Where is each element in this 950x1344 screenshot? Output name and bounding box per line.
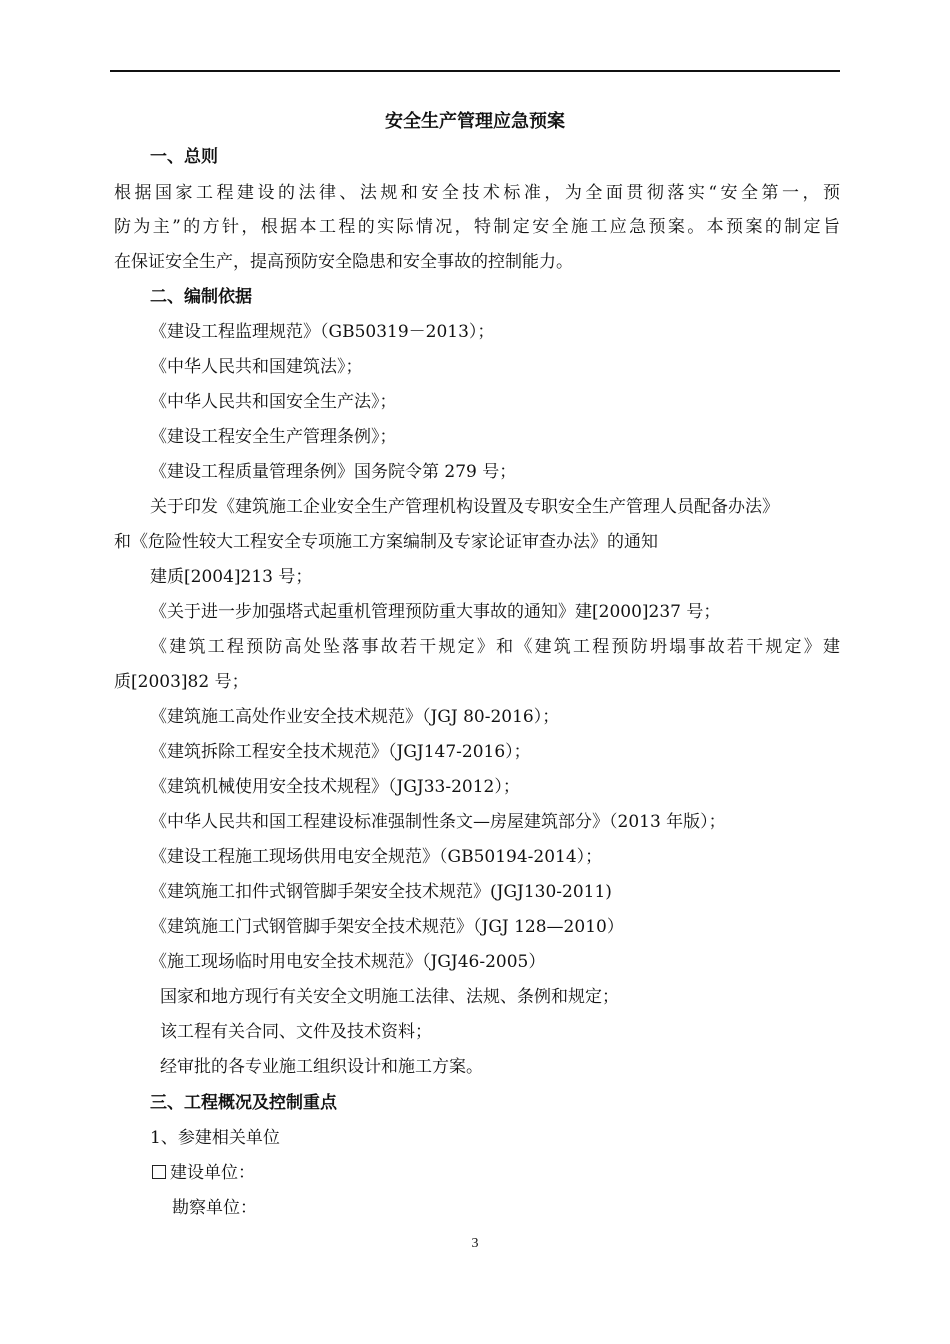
basis-item: 国家和地方现行有关安全文明施工法律、法规、条例和规定； xyxy=(160,987,619,1007)
basis-item: 《建筑拆除工程安全技术规范》（JGJ147-2016）； xyxy=(150,742,531,762)
basis-item: 《建筑施工扣件式钢管脚手架安全技术规范》(JGJ130-2011) xyxy=(150,882,612,902)
basis-item: 《建设工程安全生产管理条例》； xyxy=(150,427,397,447)
basis-item: 《建筑施工门式钢管脚手架安全技术规范》（JGJ 128—2010） xyxy=(150,917,624,937)
unit-label-construction: 建设单位： xyxy=(170,1163,255,1183)
basis-item: 《施工现场临时用电安全技术规范》（JGJ46-2005） xyxy=(150,952,546,972)
unit-row-construction xyxy=(152,1160,255,1186)
basis-item-text: 《建筑工程预防高处坠落事故若干规定》和《建筑工程预防坍塌事故若干规定》建 xyxy=(150,637,843,657)
basis-item: 《建设工程监理规范》（GB50319－2013）； xyxy=(150,322,495,342)
basis-item: 和《危险性较大工程安全专项施工方案编制及专家论证审查办法》的通知 xyxy=(114,532,658,552)
section-heading-general: 一、总则 xyxy=(150,147,218,167)
basis-item: 质[2003]82 号； xyxy=(114,672,249,692)
document-title: 安全生产管理应急预案 xyxy=(385,111,565,132)
basis-item: 《关于进一步加强塔式起重机管理预防重大事故的通知》建[2000]237 号； xyxy=(150,602,721,622)
general-para-line-2-text: 防为主”的方针，根据本工程的实际情况，特制定安全施工应急预案。本预案的制定旨 xyxy=(114,217,843,237)
basis-item: 经审批的各专业施工组织设计和施工方案。 xyxy=(160,1057,483,1077)
basis-item: 《中华人民共和国建筑法》； xyxy=(150,357,363,377)
checkbox-icon xyxy=(152,1165,166,1179)
unit-label-survey: 勘察单位： xyxy=(172,1198,257,1218)
basis-item: 《建筑施工高处作业安全技术规范》（JGJ 80-2016）； xyxy=(150,707,560,727)
basis-item: 关于印发《建筑施工企业安全生产管理机构设置及专职安全生产管理人员配备办法》 xyxy=(150,497,779,517)
general-para-line-1 xyxy=(114,180,844,206)
basis-item: 《建筑机械使用安全技术规程》（JGJ33-2012）； xyxy=(150,777,520,797)
subsection-participants: 1、参建相关单位 xyxy=(150,1128,280,1148)
basis-item: 该工程有关合同、文件及技术资料； xyxy=(160,1022,432,1042)
basis-item: 建质[2004]213 号； xyxy=(150,567,313,587)
general-para-line-3: 在保证安全生产，提高预防安全隐患和安全事故的控制能力。 xyxy=(114,252,573,272)
header-rule xyxy=(110,70,840,72)
section-heading-basis: 二、编制依据 xyxy=(150,287,252,307)
page-number: 3 xyxy=(471,1236,479,1251)
basis-item: 《建设工程质量管理条例》国务院令第 279 号； xyxy=(150,462,517,482)
section-heading-overview: 三、工程概况及控制重点 xyxy=(150,1093,337,1113)
basis-item: 《中华人民共和国安全生产法》； xyxy=(150,392,397,412)
basis-item: 《建设工程施工现场供用电安全规范》（GB50194-2014）； xyxy=(150,847,603,867)
general-para-line-2 xyxy=(114,214,843,240)
basis-item: 《中华人民共和国工程建设标准强制性条文—房屋建筑部分》（2013 年版）； xyxy=(150,812,726,832)
general-para-line-1-text: 根据国家工程建设的法律、法规和安全技术标准，为全面贯彻落实“安全第一，预 xyxy=(114,183,844,203)
basis-item xyxy=(114,634,843,660)
